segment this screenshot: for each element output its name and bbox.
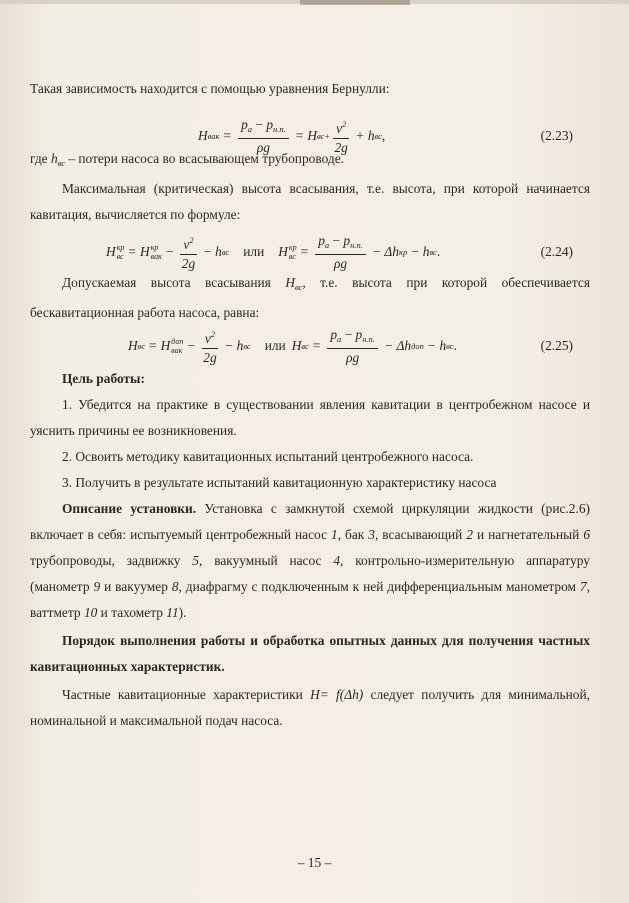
eq-fraction: $\frac{p_a - p_{н.п.}}{\rho g}$ xyxy=(327,326,378,367)
eq-symbol: H xyxy=(198,128,208,143)
scan-mark xyxy=(300,0,410,5)
equation-number: (2.25) xyxy=(540,338,573,353)
allowed-paragraph: Допускаемая высота всасывания $H_{вс}$, т.е. высота при которой обеспечивается бескавитационная работа насоса, равна: xyxy=(30,275,590,320)
eq-subscript: вак xyxy=(207,131,220,141)
equation-2-24: H кр вс = H кр вак − $\frac{v^2}{2g}$ − h вс или H кр вс = $\frac{p_a - p_{н.п.}}{\rho g}$ − Δh кр − h вс . (2.24) xyxy=(106,232,573,271)
page-number: – 15 – xyxy=(297,855,332,870)
critical-paragraph: Максимальная (критическая) высота всасывания, т.е. высота, при которой начинается кавитация, вычисляется по формуле: xyxy=(30,181,590,222)
eq-fraction: $\frac{v^2}{2g}$ xyxy=(180,231,196,273)
procedure-title: Порядок выполнения работы и обработка опытных данных для получения частных кавитационных характеристик. xyxy=(30,633,590,674)
eq-fraction: $\frac{v^2}{2g}$ xyxy=(333,115,349,157)
goal-title: Цель работы: xyxy=(62,371,145,386)
intro-paragraph: Такая зависимость находится с помощью уравнения Бернулли: xyxy=(30,81,390,96)
equation-2-25: H вс = H доп вак − $\frac{v^2}{2g}$ − h вс или H вс = $\frac{p_a - p_{н.п.}}{\rho g}$ − Δh доп − h вс . (2.25) xyxy=(128,326,573,365)
losses-paragraph: где $h_{вс}$ – потери насоса во всасывающем трубопроводе. xyxy=(30,151,344,168)
setup-paragraph: Описание установки. Установка с замкнутой схемой циркуляции жидкости (рис.2.6) включает в себя: испытуемый центробежный насос 1, бак 3, всасывающий 2 и нагнетательный 6 трубопроводы, задвижку 5, вакуумный насос 4, контрольно-измерительную аппаратуру (манометр 9 и вакуумер 8, диафрагму с подключенным к ней дифференциальным манометром 7, ваттметр 10 и тахометр 11). xyxy=(30,501,591,620)
eq-fraction: $\frac{p_a - p_{н.п.}}{\rho g}$ xyxy=(238,116,289,157)
equation-2-23: H вак = $\frac{p_a - p_{н.п.}}{\rho g}$ = H вс+ $\frac{v^2}{2g}$ + h вс , (2.23) xyxy=(198,116,573,155)
procedure-paragraph: Частные кавитационные характеристики H= f(Δh) следует получить для минимальной, номинальной и максимальной подач насоса. xyxy=(30,687,590,728)
goal-item-2: 2. Освоить методику кавитационных испытаний центробежного насоса. xyxy=(62,449,474,464)
equation-number: (2.23) xyxy=(540,128,573,143)
goal-item-3: 3. Получить в результате испытаний кавитационную характеристику насоса xyxy=(62,475,497,490)
eq-fraction: $\frac{p_a - p_{н.п.}}{\rho g}$ xyxy=(315,232,366,273)
eq-fraction: $\frac{v^2}{2g}$ xyxy=(202,325,218,367)
goal-item-1: 1. Убедится на практике в существовании явления кавитации в центробежном насосе и уяснить причины ее возникновения. xyxy=(30,397,590,438)
equation-number: (2.24) xyxy=(540,244,573,259)
